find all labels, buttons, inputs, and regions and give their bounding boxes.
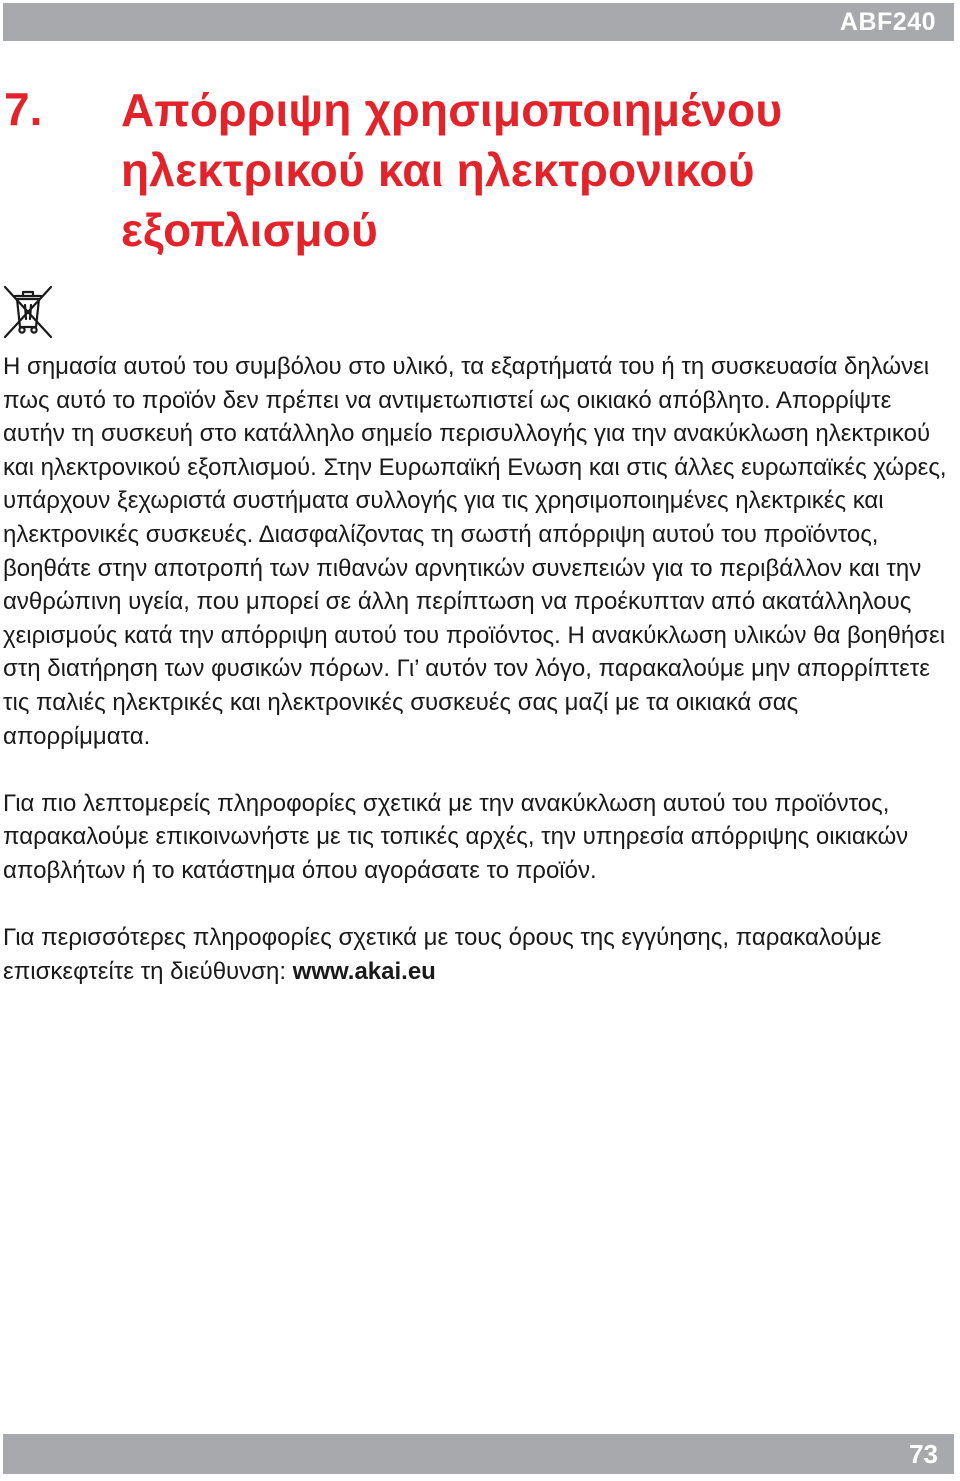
model-label: ABF240 [839, 8, 936, 36]
paragraph-disposal-info: Η σημασία αυτού του συμβόλου στο υλικό, τα εξαρτήματά του ή τη συσκευασία δηλώνει πως αυτό το προϊόν δεν πρέπει να αντιμετωπιστεί ως οικιακό απόβλητο. Απορρίψτε αυτήν τη συσκευή στο κατάλληλο σημείο περισυλλογής για την ανακύκλωση ηλεκτρικού και ηλεκτρονικού εξοπλισμού. Στην Ευρωπαϊκή Ενωση και στις άλλες ευρωπαϊκές χώρες, υπάρχουν ξεχωριστά συστήματα συλλογής για τις χρησιμοποιημένες ηλεκτρικές και ηλεκτρονικές συσκευές. Διασφαλίζοντας τη σωστή απόρριψη αυτού του προϊόντος, βοηθάτε στην αποτροπή των πιθανών αρνητικών συνεπειών για το περιβάλλον και την ανθρώπινη υγεία, που μπορεί σε άλλη περίπτωση να προέκυπταν από ακατάλληλους χειρισμούς κατά την απόρριψη αυτού του προϊόντος. Η ανακύκλωση υλικών θα βοηθήσει στη διατήρηση των φυσικών πόρων. Γι’ αυτόν τον λόγο, παρακαλούμε μην απορρίπτετε τις παλιές ηλεκτρικές και ηλεκτρονικές συσκευές σας μαζί με τα οικιακά σας απορρίμματα. [3, 353, 947, 750]
footer-bar [3, 1434, 954, 1474]
paragraph-warranty-info [3, 921, 948, 988]
paragraph-recycling-contact: Για πιο λεπτομερείς πληροφορίες σχετικά με την ανακύκλωση αυτού του προϊόντος, παρακαλούμε επικοινωνήστε με τις τοπικές αρχές, την υπηρεσία απόρριψης οικιακών αποβλήτων ή το κατάστημα όπου αγοράσατε το προϊόν. [3, 789, 909, 884]
crossed-out-wheelie-bin-icon [3, 285, 53, 339]
section-number: 7. [4, 83, 43, 135]
page-number: 73 [909, 1439, 938, 1469]
warranty-text: Για περισσότερες πληροφορίες σχετικά με τους όρους της εγγύησης, παρακαλούμε επισκεφτείτε τη διεύθυνση: [3, 924, 882, 985]
body-text [3, 350, 948, 988]
section-title: Απόρριψη χρησιμοποιημένου ηλεκτρικού και ηλεκτρονικού εξοπλισμού [121, 84, 783, 256]
header-bar [3, 3, 954, 41]
website-link[interactable]: www.akai.eu [292, 957, 436, 985]
